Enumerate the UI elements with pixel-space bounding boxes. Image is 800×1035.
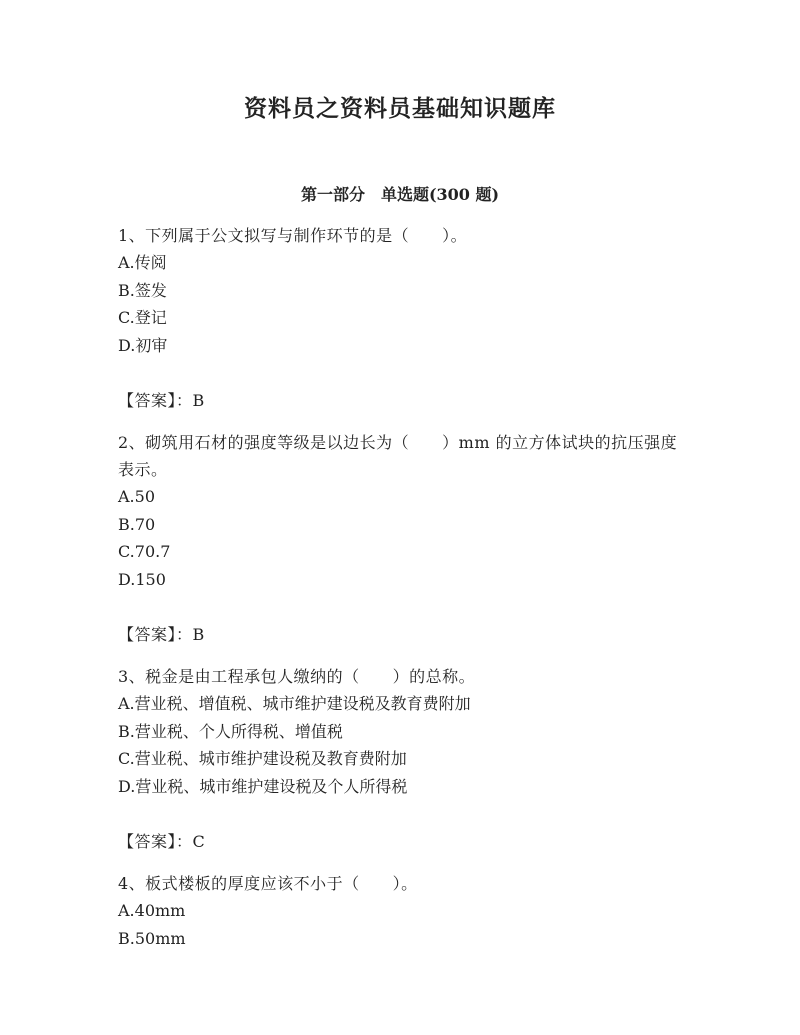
question-2	[118, 429, 680, 648]
option-d: D.150	[118, 569, 166, 589]
option-d: D.营业税、城市维护建设税及个人所得税	[118, 776, 408, 796]
section-title: 第一部分 单选题(300 题)	[300, 185, 500, 204]
document-title: 资料员之资料员基础知识题库	[244, 95, 556, 122]
answer-line	[118, 387, 680, 414]
answer-line	[118, 621, 680, 648]
option-a: A.营业税、增值税、城市维护建设税及教育费附加	[118, 694, 471, 713]
question-list	[118, 222, 680, 952]
question-stem: 1、下列属于公文拟写与制作环节的是（ ）。	[118, 226, 468, 245]
option-d: D.初审	[118, 335, 168, 355]
question-1	[118, 222, 680, 414]
answer-value: B	[192, 625, 205, 644]
option-b: B.营业税、个人所得税、增值税	[118, 721, 343, 741]
answer-label: 【答案】：	[118, 832, 193, 851]
answer-line	[118, 828, 680, 855]
option-b: B.70	[118, 514, 156, 534]
answer-label: 【答案】：	[118, 391, 193, 410]
option-c: C.70.7	[118, 542, 171, 561]
answer-value: C	[192, 832, 205, 851]
question-stem: 3、税金是由工程承包人缴纳的（ ）的总称。	[118, 667, 476, 686]
option-c: C.登记	[118, 308, 167, 327]
question-3	[118, 663, 680, 855]
option-a: A.50	[118, 487, 155, 506]
option-c: C.营业税、城市维护建设税及教育费附加	[118, 749, 407, 768]
option-b: B.签发	[118, 280, 167, 300]
question-stem: 2、砌筑用石材的强度等级是以边长为（ ）mm 的立方体试块的抗压强度表示。	[118, 433, 678, 479]
question-stem: 4、板式楼板的厚度应该不小于（ ）。	[118, 874, 418, 893]
option-b: B.50mm	[118, 928, 186, 948]
option-a: A.传阅	[118, 253, 167, 272]
question-4	[118, 870, 680, 952]
option-a: A.40mm	[118, 901, 186, 920]
answer-value: B	[192, 391, 205, 410]
answer-label: 【答案】：	[118, 625, 193, 644]
